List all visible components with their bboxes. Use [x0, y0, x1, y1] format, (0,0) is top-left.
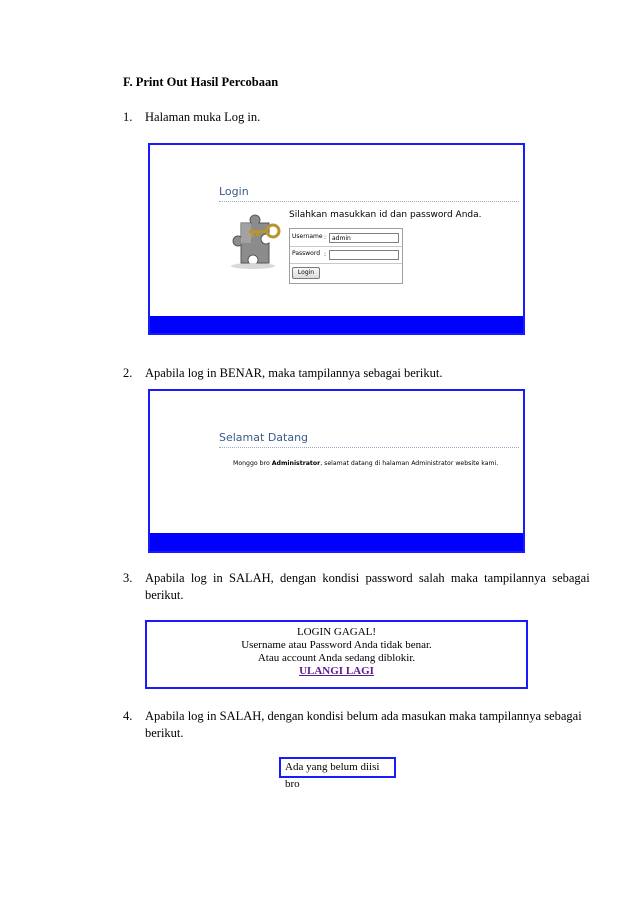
- puzzle-key-icon: [227, 211, 283, 271]
- item-3-number: 3.: [123, 571, 133, 585]
- fail-line-1: Username atau Password Anda tidak benar.: [241, 639, 432, 651]
- welcome-heading: Selamat Datang: [219, 431, 309, 444]
- empty-input-screenshot: [279, 757, 396, 790]
- item-3-text-line1: Apabila log in SALAH, dengan kondisi password salah maka tampilannya sebagai: [145, 571, 590, 585]
- empty-input-message: Ada yang belum diisi bro: [285, 761, 380, 790]
- welcome-screenshot: [148, 389, 525, 553]
- item-1-text: Halaman muka Log in.: [145, 110, 261, 124]
- username-colon: :: [324, 234, 327, 241]
- retry-link[interactable]: ULANGI LAGI: [299, 665, 374, 677]
- welcome-message-prefix: Monggo bro: [233, 460, 272, 467]
- login-prompt: Silahkan masukkan id dan password Anda.: [289, 210, 482, 220]
- welcome-footer-bar: [150, 533, 523, 551]
- login-heading: Login: [219, 185, 249, 198]
- item-4-number: 4.: [123, 709, 133, 723]
- username-input[interactable]: admin: [329, 233, 399, 243]
- item-4-text-line1: Apabila log in SALAH, dengan kondisi belum ada masukan maka tampilannya sebagai: [145, 709, 582, 723]
- password-input[interactable]: [329, 250, 399, 260]
- password-colon: :: [324, 251, 327, 258]
- item-4-text-line2: berikut.: [145, 726, 184, 740]
- login-footer-bar: [150, 316, 523, 333]
- item-2-number: 2.: [123, 366, 133, 380]
- welcome-message-user: Administrator: [271, 460, 321, 467]
- welcome-message: [233, 460, 498, 467]
- fail-title: LOGIN GAGAL!: [296, 626, 377, 638]
- item-2-text: Apabila log in BENAR, maka tampilannya sebagai berikut.: [145, 366, 443, 380]
- welcome-message-suffix: , selamat datang di halaman Administrator website kami.: [320, 460, 499, 467]
- login-screenshot: [148, 143, 525, 335]
- login-heading-rule: [219, 201, 519, 202]
- welcome-heading-rule: [219, 447, 519, 448]
- username-label: Username: [292, 233, 323, 240]
- item-1-number: 1.: [123, 110, 133, 124]
- password-row: [290, 246, 402, 264]
- login-form: [289, 228, 403, 284]
- username-row: [290, 229, 402, 247]
- login-button[interactable]: Login: [292, 267, 320, 279]
- login-failed-screenshot: [145, 620, 528, 689]
- fail-line-2: Atau account Anda sedang diblokir.: [257, 652, 416, 664]
- item-3-text-line2: berikut.: [145, 588, 184, 602]
- password-label: Password: [292, 250, 321, 257]
- section-title: F. Print Out Hasil Percobaan: [123, 75, 279, 89]
